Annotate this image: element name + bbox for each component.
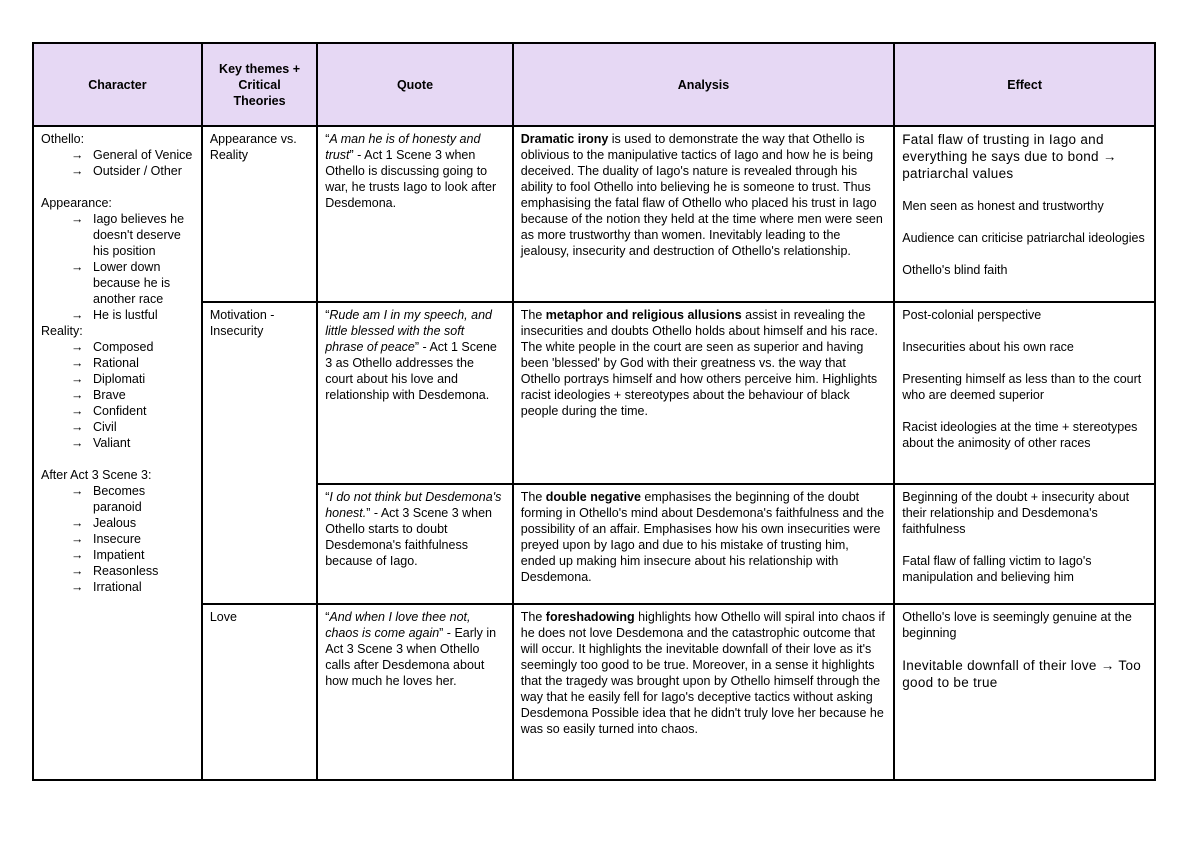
effect-cell [894,302,1155,484]
analysis-cell [513,604,894,780]
effect-item: Men seen as honest and trustworthy [902,199,1104,213]
analysis-lead: The [520,308,546,322]
list-item: → Iago believes he doesn't deserve his position [41,211,194,259]
list-item: → General of Venice [41,147,194,163]
analysis-table [32,42,1156,781]
reality-label: Reality: [41,324,83,338]
theme-cell: Appearance vs. Reality [202,126,317,302]
quote-context: ” - Act 1 Scene 3 when Othello is discussing going to war, he trusts Iago to look after Desdemona. [325,148,497,210]
quote-text: I do not think but Desdemona's honest. [325,490,502,520]
effect-item: Audience can criticise patriarchal ideologies [902,231,1145,245]
quote-text: Rude am I in my speech, and little blessed with the soft phrase of peace [325,308,492,354]
after-act-label: After Act 3 Scene 3: [41,468,152,482]
header-effect: Effect [894,43,1155,126]
effect-item: Othello's love is seemingly genuine at the beginning [902,610,1132,640]
effect-cell [894,484,1155,604]
list-item: → Insecure [41,531,194,547]
effect-cell [894,126,1155,302]
after-act-list [41,483,194,595]
effect-item: Racist ideologies at the time + stereotypes about the animosity of other races [902,420,1138,450]
list-item: → Valiant [41,435,194,451]
analysis-lead: The [520,490,546,504]
appearance-list [41,211,194,323]
effect-item: Othello's blind faith [902,263,1008,277]
table-row [33,126,1155,302]
character-name-label: Othello: [41,132,85,146]
quote-open: “ [325,610,330,624]
list-item: → He is lustful [41,307,194,323]
analysis-text: emphasises the beginning of the doubt forming in Othello's mind about Desdemona's faithfulness and the possibility of an affair. Emphasises how his own insecurities were preyed upon by Iago and due to his mistake of trusting him, ended up making him insecure about his relationship with Desdemona. [520,490,885,584]
analysis-technique: double negative [545,490,641,504]
header-themes: Key themes + Critical Theories [202,43,317,126]
list-item: → Confident [41,403,194,419]
effect-item: Fatal flaw of trusting in Iago and everything he says due to bond → patriarchal values [902,132,1117,181]
quote-text: And when I love thee not, chaos is come again [325,610,471,640]
list-item: → Brave [41,387,194,403]
quote-open: “ [325,490,330,504]
analysis-technique: foreshadowing [545,610,635,624]
header-row [33,43,1155,126]
character-cell [33,126,202,780]
analysis-text: assist in revealing the insecurities and doubts Othello holds about himself and his race. The white people in the court are seen as superior and having been 'blessed' by God with their greatness vs. the way that Othello portrays himself and how others perceive him. Highlights racist ideologies + stereotypes about the behaviour of black people during the time. [520,308,878,418]
analysis-text: is used to demonstrate the way that Othello is oblivious to the manipulative tactics of Iago and how he is being deceived. The duality of Iago's nature is revealed through his ability to fool Othello into believing he is someone to trust. Thus emphasising the fatal flaw of Othello who placed his trust in Iago because of the notion they held at the time where men were seen as more trustworthy than women. Inevitably leading to the jealousy, insecurity and destruction of Othello's relationship. [520,132,883,258]
list-item: → Irrational [41,579,194,595]
quote-cell [317,604,513,780]
header-analysis: Analysis [513,43,894,126]
quote-context: ” - Act 1 Scene 3 as Othello addresses the court about his love and relationship with Desdemona. [325,340,497,402]
quote-cell [317,484,513,604]
list-item: → Jealous [41,515,194,531]
theme-cell: Motivation - Insecurity [202,302,317,604]
analysis-cell [513,484,894,604]
table-row [33,302,1155,484]
header-quote: Quote [317,43,513,126]
analysis-text: highlights how Othello will spiral into chaos if he does not love Desdemona and the catastrophic outcome that will occur. It highlights the inevitable downfall of their love as it's seemingly too good to be true. Moreover, in a sense it highlights that the tragedy was brought upon by Othello himself through the way that he easily fell for Iago's deceptive tactics without asking Desdemona Possible idea that he didn't truly love her because he was so easily turned into chaos. [520,610,885,736]
quote-cell [317,302,513,484]
effect-item: Inevitable downfall of their love → Too good to be true [902,658,1142,690]
list-item: → Rational [41,355,194,371]
list-item: → Impatient [41,547,194,563]
effect-item: Fatal flaw of falling victim to Iago's manipulation and believing him [902,554,1092,584]
list-item: → Outsider / Other [41,163,194,179]
table-row [33,604,1155,780]
theme-cell: Love [202,604,317,780]
list-item: → Civil [41,419,194,435]
quote-open: “ [325,308,330,322]
analysis-technique: metaphor and religious allusions [545,308,742,322]
quote-open: “ [325,132,330,146]
analysis-lead: The [520,610,546,624]
analysis-cell [513,126,894,302]
character-name-list [41,147,194,179]
quote-context: ” - Act 3 Scene 3 when Othello starts to doubt Desdemona's faithfulness because of Iago. [325,506,492,568]
quote-text: A man he is of honesty and trust [325,132,481,162]
list-item: → Diplomati [41,371,194,387]
list-item: → Becomes paranoid [41,483,194,515]
effect-cell [894,604,1155,780]
effect-item: Post-colonial perspective [902,308,1042,322]
appearance-label: Appearance: [41,196,112,210]
list-item: → Reasonless [41,563,194,579]
list-item: → Lower down because he is another race [41,259,194,307]
effect-item: Presenting himself as less than to the court who are deemed superior [902,372,1142,402]
analysis-technique: Dramatic irony [520,132,609,146]
reality-list [41,339,194,451]
effect-item: Insecurities about his own race [902,340,1074,354]
quote-context: ” - Early in Act 3 Scene 3 when Othello calls after Desdemona about how much he loves her. [325,626,497,688]
analysis-cell [513,302,894,484]
effect-item: Beginning of the doubt + insecurity about their relationship and Desdemona's faithfulness [902,490,1130,536]
list-item: → Composed [41,339,194,355]
quote-cell [317,126,513,302]
header-character: Character [33,43,202,126]
